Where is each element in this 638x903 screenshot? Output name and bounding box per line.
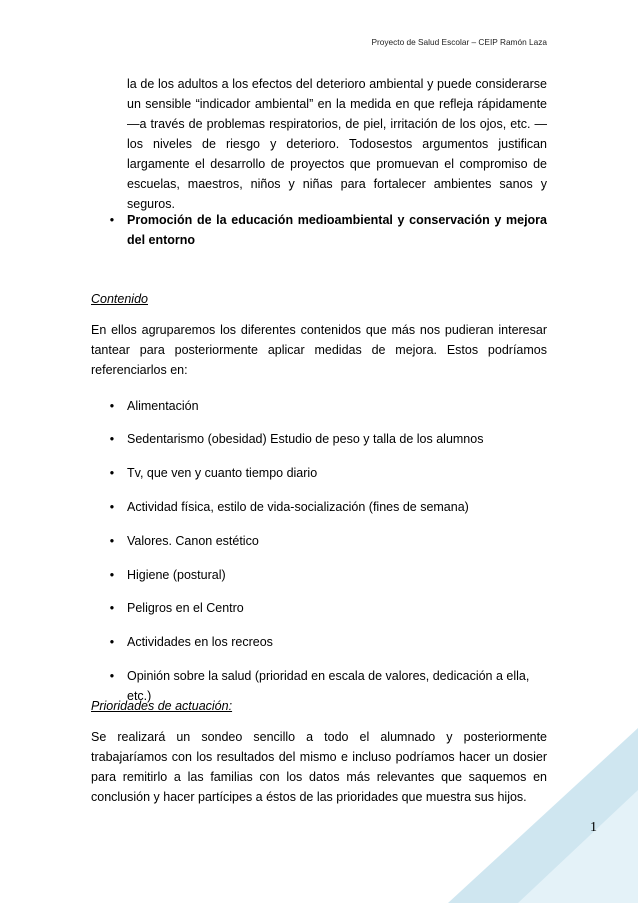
list-item-text: Valores. Canon estético <box>127 534 259 548</box>
bullet-icon: • <box>109 399 115 413</box>
list-item-text: Peligros en el Centro <box>127 601 244 615</box>
page-header: Proyecto de Salud Escolar – CEIP Ramón Laza <box>371 37 547 47</box>
bullet-icon: • <box>109 635 115 649</box>
bullet-icon: • <box>109 568 115 582</box>
list-item-text: Higiene (postural) <box>127 568 226 582</box>
prioridades-heading: Prioridades de actuación: <box>91 699 233 713</box>
page-number: 1 <box>590 820 597 835</box>
bullet-icon: • <box>109 500 115 514</box>
continued-paragraph: la de los adultos a los efectos del deterioro ambiental y puede considerarse un sensible “indicador ambiental” en la medida en que refleja rápidamente —a través de problemas respiratorios, de piel, irritación de los ojos, etc. — los niveles de riesgo y deterioro. Todosestos argumentos justifican largamente el desarrollo de proyectos que promuevan el compromiso de escuelas, maestros, niños y niñas para fortalecer ambientes sanos y seguros. <box>127 77 547 211</box>
bullet-icon: • <box>109 466 115 480</box>
list-item-text: Alimentación <box>127 399 199 413</box>
list-item-text: Actividades en los recreos <box>127 635 273 649</box>
prioridades-paragraph: Se realizará un sondeo sencillo a todo el alumnado y posteriormente trabajaríamos con los resultados del mismo e incluso podríamos hacer un dosier para remitirlo a las familias con los datos más relevantes que saquemos en conclusión y hacer partícipes a éstos de las prioridades que muestra sus hijos. <box>91 730 547 804</box>
list-item-text: Actividad física, estilo de vida-socialización (fines de semana) <box>127 500 469 514</box>
list-item-text: Opinión sobre la salud (prioridad en escala de valores, dedicación a ella, etc.) <box>127 669 530 703</box>
bullet-text: Promoción de la educación medioambiental y conservación y mejora del entorno <box>127 213 547 247</box>
contenido-heading: Contenido <box>91 292 148 306</box>
bullet-icon: • <box>109 601 115 615</box>
bullet-icon: • <box>109 213 115 227</box>
bullet-icon: • <box>109 432 115 446</box>
contenido-paragraph: En ellos agruparemos los diferentes contenidos que más nos pudieran interesar tantear para posteriormente aplicar medidas de mejora. Estos podríamos referenciarlos en: <box>91 323 547 377</box>
bullet-icon: • <box>109 669 115 683</box>
bullet-icon: • <box>109 534 115 548</box>
list-item-text: Sedentarismo (obesidad) Estudio de peso y talla de los alumnos <box>127 432 484 446</box>
list-item-text: Tv, que ven y cuanto tiempo diario <box>127 466 318 480</box>
